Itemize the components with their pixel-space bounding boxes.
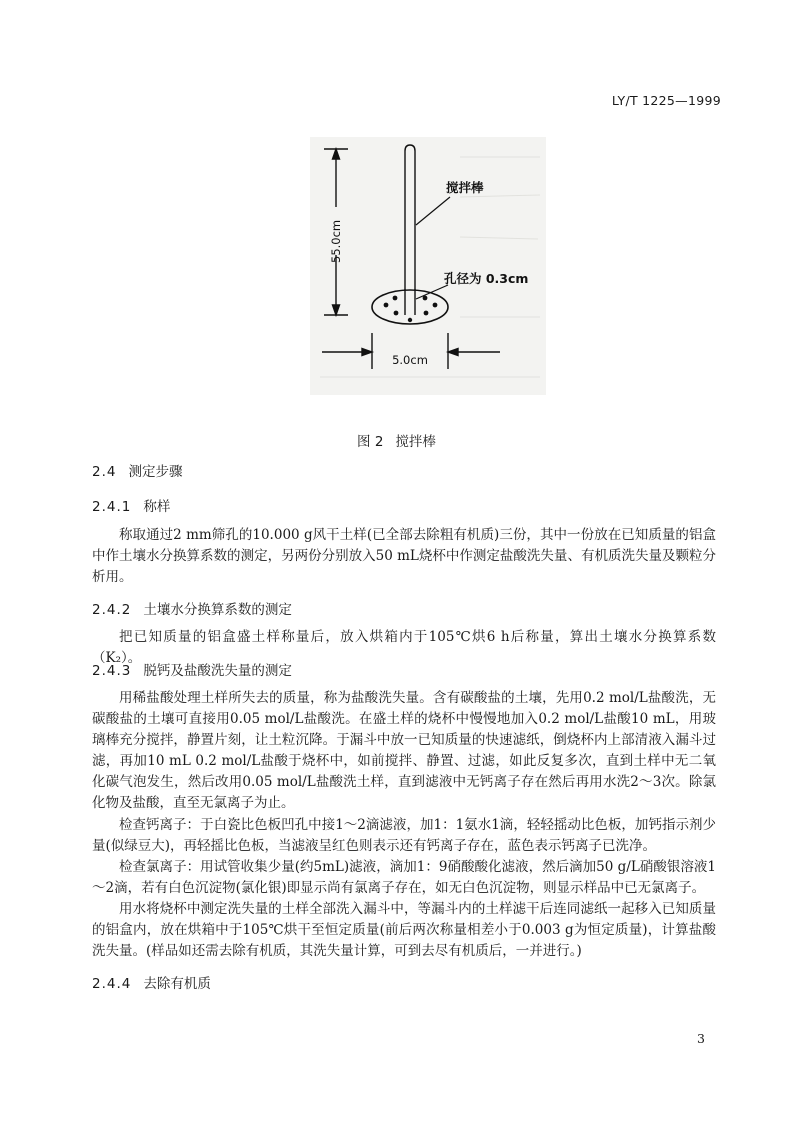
arrow-left-icon: [448, 349, 458, 356]
heading-number: 2.4.3: [92, 663, 132, 679]
paragraph-loss-calculation: 用水将烧杯中测定洗失量的土样全部洗入漏斗中，等漏斗内的土样滤干后连同滤纸一起移入已知质量的铝盒内，放在烘箱中于105℃烘干至恒定质量(前后两次称量相差小于0.003 g为恒定质量)，计算盐酸洗失量。(样品如还需去除有机质，其洗失量计算，可到去尽有机质后，一并进行。): [92, 901, 716, 959]
heading-title: 测定步骤: [128, 464, 183, 480]
height-label: 55.0cm: [329, 219, 343, 263]
paragraph-calcium-check: 检查钙离子：于白瓷比色板凹孔中接1～2滴滤液，加1：1氨水1滴，轻轻摇动比色板，加钙指示剂少量(似绿豆大)，再轻摇比色板，当滤液呈红色则表示还有钙离子存在，蓝色表示钙离子已洗净。: [92, 817, 716, 854]
paragraph-moisture-factor: 把已知质量的铝盒盛土样称量后，放入烘箱内于105℃烘6 h后称量，算出土壤水分换算系数（K₂）。: [92, 629, 716, 666]
heading-2-4-2: [92, 598, 292, 618]
paragraph-chloride-check: 检查氯离子：用试管收集少量(约5mL)滤液，滴加1：9硝酸酸化滤液，然后滴加50 g/L硝酸银溶液1～2滴，若有白色沉淀物(氯化银)即显示尚有氯离子存在，如无白色沉淀物，则显示样品中已无氯离子。: [92, 859, 716, 896]
heading-number: 2.4.1: [92, 499, 132, 515]
figure-caption-number: 图 2: [357, 434, 384, 450]
page-number: 3: [697, 1031, 705, 1046]
rod-leader-line: [416, 197, 450, 225]
heading-title: 土壤水分换算系数的测定: [143, 602, 292, 618]
heading-number: 2.4: [92, 464, 117, 480]
perforated-disc: [372, 289, 448, 324]
heading-2-4-4: [92, 972, 211, 992]
heading-number: 2.4.2: [92, 602, 132, 618]
heading-number: 2.4.4: [92, 976, 132, 992]
arrow-up-icon: [333, 149, 340, 159]
heading-title: 脱钙及盐酸洗失量的测定: [143, 663, 292, 679]
heading-2-4: [92, 460, 182, 480]
scan-background-noise: [320, 157, 540, 377]
width-label: 5.0cm: [392, 353, 428, 367]
arrow-down-icon: [333, 305, 340, 315]
paragraph-weighing: 称取通过2 mm筛孔的10.000 g风干土样(已全部去除粗有机质)三份，其中一份放在已知质量的铝盒中作土壤水分换算系数的测定，另两份分别放入50 mL烧杯中作测定盐酸洗失量、有机质洗失量及颗粒分析用。: [92, 527, 716, 585]
figure-caption-title: 搅拌棒: [395, 434, 436, 450]
stirring-rod-drawing: [310, 137, 546, 395]
standard-code: LY/T 1225—1999: [611, 93, 721, 108]
heading-title: 去除有机质: [143, 976, 211, 992]
figure-caption: [0, 430, 793, 450]
heading-title: 称样: [143, 499, 171, 515]
stirring-rod-figure: [310, 137, 546, 395]
paragraph-decalcification: 用稀盐酸处理土样所失去的质量，称为盐酸洗失量。含有碳酸盐的土壤，先用0.2 mol/L盐酸洗，无碳酸盐的土壤可直接用0.05 mol/L盐酸洗。在盛土样的烧杯中慢慢地加入0.2 mol/L盐酸10 mL，用玻璃棒充分搅拌，静置片刻，让土粒沉降。于漏斗中放一已知质量的快速滤纸，倒烧杯内上部清液入漏斗过滤，再加10 mL 0.2 mol/L盐酸于烧杯中，如前搅拌、静置、过滤，如此反复多次，直到土样中无二氧化碳气泡发生，然后改用0.05 mol/L盐酸洗土样，直到滤液中无钙离子存在然后再用水洗2～3次。除氯化物及盐酸，直至无氯离子为止。: [92, 690, 716, 811]
heading-2-4-3: [92, 659, 292, 679]
hole-diameter-label: 孔径为 0.3cm: [444, 271, 529, 286]
arrow-right-icon: [362, 349, 372, 356]
heading-2-4-1: [92, 495, 170, 515]
rod-label: 搅拌棒: [446, 180, 484, 195]
